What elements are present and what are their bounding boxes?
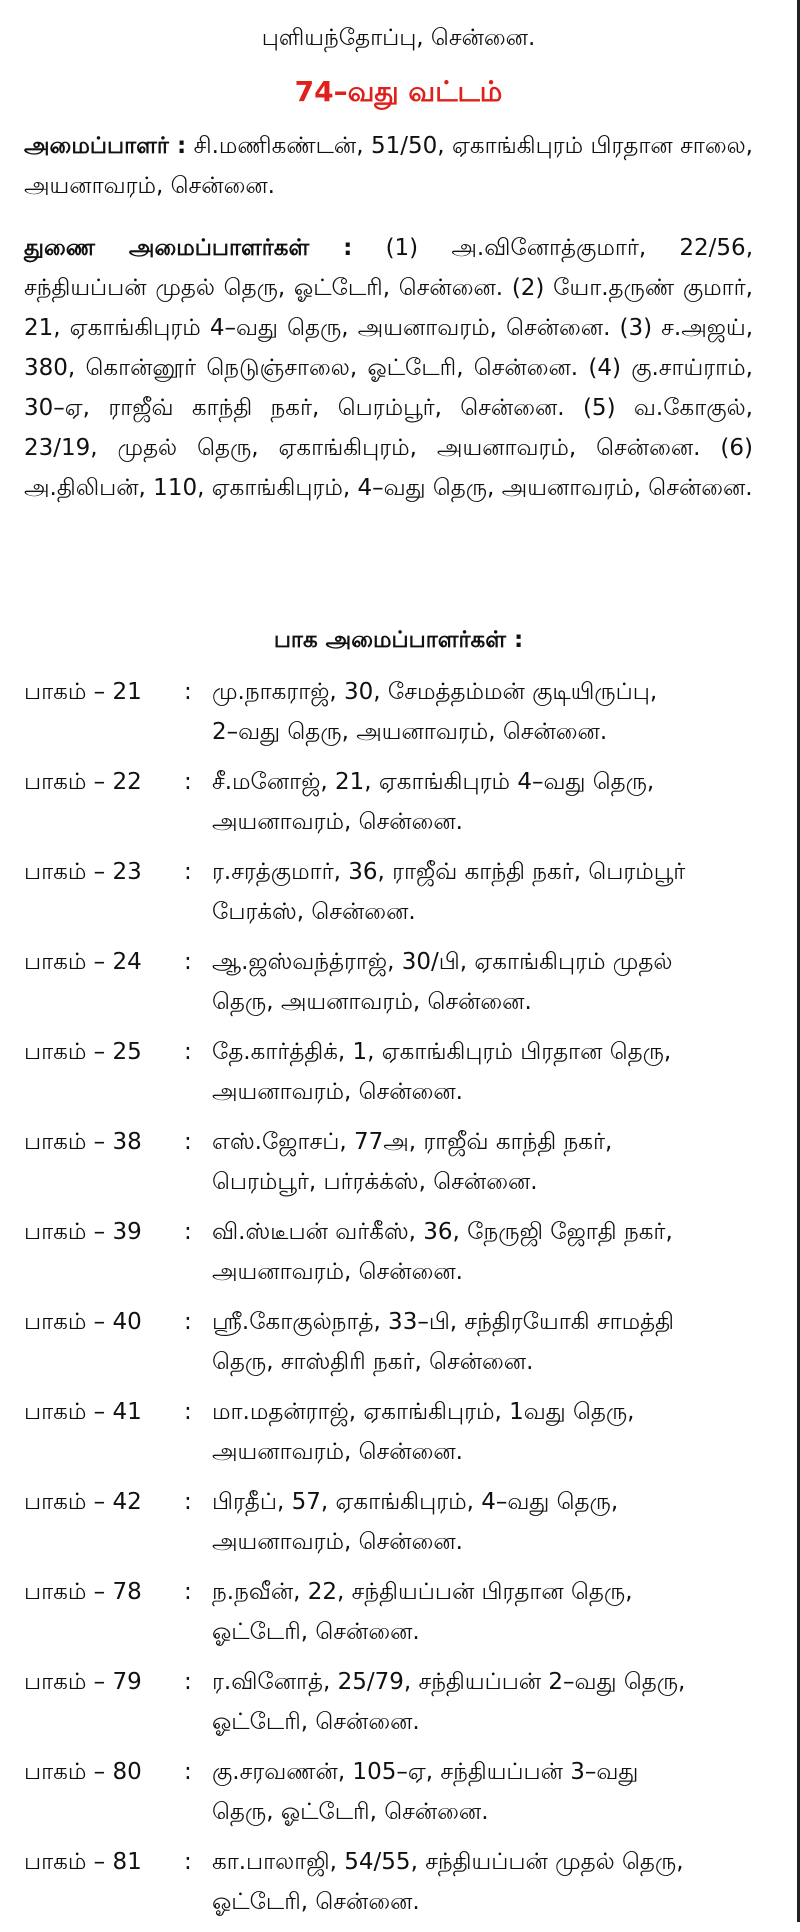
section-details: பிரதீப், 57, ஏகாங்கிபுரம், 4–வது தெரு, அயனாவரம், சென்னை.: [212, 1489, 619, 1555]
separator: :: [184, 949, 192, 975]
section-details: சீ.மனோஜ், 21, ஏகாங்கிபுரம் 4–வது தெரு, அயனாவரம், சென்னை.: [212, 769, 655, 835]
section-label: பாகம் – 22: [24, 769, 142, 795]
organizer-paragraph: [24, 126, 753, 206]
section-label: பாகம் – 40: [24, 1309, 142, 1335]
list-item: [24, 1032, 757, 1122]
section-details: கு.சரவணன், 105–ஏ, சந்தியப்பன் 3–வது தெரு, ஓட்டேரி, சென்னை.: [212, 1759, 639, 1825]
section-label: பாகம் – 41: [24, 1399, 142, 1425]
section-details: ர.வினோத், 25/79, சந்தியப்பன் 2–வது தெரு, ஓட்டேரி, சென்னை.: [212, 1669, 686, 1735]
separator: :: [184, 679, 192, 705]
section-title: பாக அமைப்பாளர்கள் :: [273, 627, 524, 653]
section-details: ந.நவீன், 22, சந்தியப்பன் பிரதான தெரு, ஓட்டேரி, சென்னை.: [212, 1579, 633, 1645]
section-details: வி.ஸ்டீபன் வர்கீஸ், 36, நேருஜி ஜோதி நகர், அயனாவரம், சென்னை.: [212, 1219, 673, 1285]
section-label: பாகம் – 39: [24, 1219, 142, 1245]
separator: :: [184, 1849, 192, 1875]
section-details: ஸ்ரீ.கோகுல்நாத், 33–பி, சந்திரயோகி சாமத்தி தெரு, சாஸ்திரி நகர், சென்னை.: [212, 1309, 674, 1375]
section-details: கா.பாலாஜி, 54/55, சந்தியப்பன் முதல் தெரு, ஓட்டேரி, சென்னை.: [212, 1849, 684, 1915]
section-label: பாகம் – 79: [24, 1669, 142, 1695]
list-item: [24, 1212, 757, 1302]
section-label: பாகம் – 78: [24, 1579, 142, 1605]
separator: :: [184, 1219, 192, 1245]
section-details: ஆ.ஜஸ்வந்த்ராஜ், 30/பி, ஏகாங்கிபுரம் முதல் தெரு, அயனாவரம், சென்னை.: [212, 949, 673, 1015]
section-label: பாகம் – 38: [24, 1129, 142, 1155]
section-label: பாகம் – 25: [24, 1039, 142, 1065]
section-details: மு.நாகராஜ், 30, சேமத்தம்மன் குடியிருப்பு, 2–வது தெரு, அயனாவரம், சென்னை.: [212, 679, 658, 745]
separator: :: [184, 1579, 192, 1605]
section-details: ர.சரத்குமார், 36, ராஜீவ் காந்தி நகர், பெரம்பூர் பேரக்ஸ், சென்னை.: [212, 859, 686, 925]
locality-line: புளியந்தோப்பு, சென்னை.: [261, 25, 536, 51]
ward-title: 74–வது வட்டம்: [294, 75, 503, 108]
separator: :: [184, 769, 192, 795]
section-label: பாகம் – 24: [24, 949, 142, 975]
section-label: பாகம் – 80: [24, 1759, 142, 1785]
section-label: பாகம் – 21: [24, 679, 142, 705]
separator: :: [184, 1039, 192, 1065]
deputy-paragraph: [24, 228, 753, 508]
separator: :: [184, 859, 192, 885]
list-item: [24, 1752, 757, 1842]
section-label: பாகம் – 81: [24, 1849, 142, 1875]
list-item: [24, 762, 757, 852]
separator: :: [184, 1399, 192, 1425]
list-item: [24, 852, 757, 942]
list-item: [24, 1122, 757, 1212]
deputy-label: துணை அமைப்பாளர்கள் :: [24, 235, 353, 261]
list-item: [24, 1302, 757, 1392]
section-label: பாகம் – 42: [24, 1489, 142, 1515]
separator: :: [184, 1759, 192, 1785]
list-item: [24, 1662, 757, 1752]
list-item: [24, 672, 757, 762]
list-item: [24, 1842, 757, 1932]
list-item: [24, 1482, 757, 1572]
list-item: [24, 1572, 757, 1662]
separator: :: [184, 1669, 192, 1695]
section-details: எஸ்.ஜோசப், 77அ, ராஜீவ் காந்தி நகர், பெரம்பூர், பர்ரக்க்ஸ், சென்னை.: [212, 1129, 613, 1195]
deputy-text: (1) அ.வினோத்குமார், 22/56, சந்தியப்பன் முதல் தெரு, ஓட்டேரி, சென்னை. (2) யோ.தருண் குமார், 21, ஏகாங்கிபுரம் 4–வது தெரு, அயனாவரம், சென்னை. (3) ச.அஜய், 380, கொன்னூர் நெடுஞ்சாலை, ஓட்டேரி, சென்னை. (4) கு.சாய்ராம், 30–ஏ, ராஜீவ் காந்தி நகர், பெரம்பூர், சென்னை. (5) வ.கோகுல், 23/19, முதல் தெரு, ஏகாங்கிபுரம், அயனாவரம், சென்னை. (6) அ.திலிபன், 110, ஏகாங்கிபுரம், 4–வது தெரு, அயனாவரம், சென்னை.: [24, 235, 754, 501]
section-details: தே.கார்த்திக், 1, ஏகாங்கிபுரம் பிரதான தெரு, அயனாவரம், சென்னை.: [212, 1039, 672, 1105]
list-item: [24, 942, 757, 1032]
section-label: பாகம் – 23: [24, 859, 142, 885]
list-item: [24, 1392, 757, 1482]
section-details: மா.மதன்ராஜ், ஏகாங்கிபுரம், 1வது தெரு, அயனாவரம், சென்னை.: [212, 1399, 635, 1465]
ward-section-list: [24, 672, 757, 1932]
separator: :: [184, 1489, 192, 1515]
organizer-text: சி.மணிகண்டன், 51/50, ஏகாங்கிபுரம் பிரதான சாலை, அயனாவரம், சென்னை.: [24, 133, 753, 199]
organizer-label: அமைப்பாளர் :: [24, 133, 187, 159]
separator: :: [184, 1309, 192, 1335]
separator: :: [184, 1129, 192, 1155]
